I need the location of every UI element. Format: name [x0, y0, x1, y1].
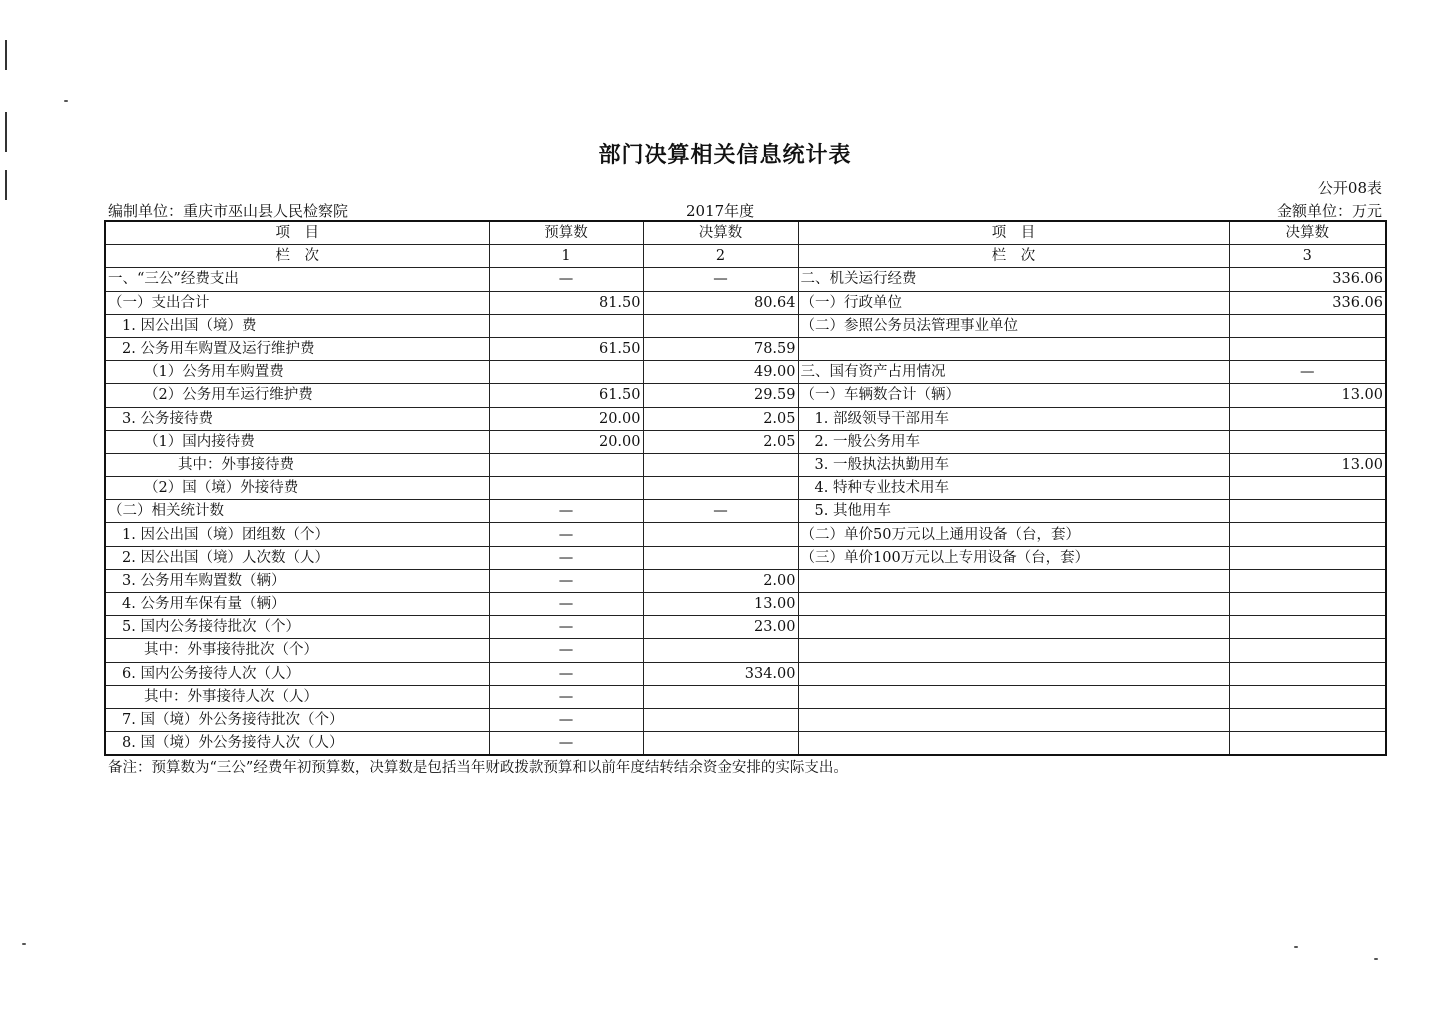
- row-final-cell: 13.00: [643, 593, 798, 616]
- row-final-cell: 23.00: [643, 616, 798, 639]
- row-budget-cell: 61.50: [489, 337, 643, 360]
- row-final-cell: [643, 453, 798, 476]
- row-item-cell: 3. 公务接待费: [105, 407, 489, 430]
- table-row: [105, 639, 1386, 662]
- table-row: [105, 430, 1386, 453]
- row-final-cell: 2.05: [643, 430, 798, 453]
- row-right-item-cell: （一）行政单位: [798, 291, 1229, 314]
- row-right-item-cell: （二）参照公务员法管理事业单位: [798, 314, 1229, 337]
- row-right-item-cell: [798, 593, 1229, 616]
- statistics-table: [104, 220, 1387, 756]
- header-final-right: 决算数: [1229, 221, 1386, 245]
- row-right-value-cell: [1229, 708, 1386, 731]
- row-right-item-cell: [798, 569, 1229, 592]
- row-item-cell: 2. 公务用车购置及运行维护费: [105, 337, 489, 360]
- row-right-value-cell: 336.06: [1229, 268, 1386, 291]
- row-right-value-cell: 13.00: [1229, 453, 1386, 476]
- scan-speck: [22, 943, 26, 945]
- col-2: 2: [643, 245, 798, 268]
- row-final-cell: 80.64: [643, 291, 798, 314]
- row-item-cell: 4. 公务用车保有量（辆）: [105, 593, 489, 616]
- row-budget-cell: [489, 314, 643, 337]
- row-right-value-cell: 336.06: [1229, 291, 1386, 314]
- table-row: [105, 593, 1386, 616]
- col-1: 1: [489, 245, 643, 268]
- row-right-item-cell: 5. 其他用车: [798, 500, 1229, 523]
- row-final-cell: 29.59: [643, 384, 798, 407]
- scan-margin-mark: [5, 170, 7, 200]
- row-item-cell: 6. 国内公务接待人次（人）: [105, 662, 489, 685]
- row-final-cell: [643, 732, 798, 756]
- table-row: [105, 500, 1386, 523]
- row-budget-cell: —: [489, 662, 643, 685]
- row-final-cell: [643, 639, 798, 662]
- col-label-right: 栏 次: [798, 245, 1229, 268]
- row-item-cell: （二）相关统计数: [105, 500, 489, 523]
- row-right-item-cell: [798, 337, 1229, 360]
- row-right-item-cell: 1. 部级领导干部用车: [798, 407, 1229, 430]
- column-number-row: [105, 245, 1386, 268]
- scan-margin-mark: [5, 40, 7, 70]
- row-final-cell: 49.00: [643, 361, 798, 384]
- row-budget-cell: —: [489, 593, 643, 616]
- table-row: [105, 732, 1386, 756]
- row-right-value-cell: [1229, 569, 1386, 592]
- table-row: [105, 569, 1386, 592]
- row-item-cell: （1）公务用车购置费: [105, 361, 489, 384]
- table-row: [105, 337, 1386, 360]
- row-right-value-cell: [1229, 314, 1386, 337]
- row-right-item-cell: [798, 662, 1229, 685]
- page-title: 部门决算相关信息统计表: [598, 143, 852, 168]
- row-budget-cell: —: [489, 268, 643, 291]
- row-budget-cell: [489, 361, 643, 384]
- row-budget-cell: 61.50: [489, 384, 643, 407]
- row-final-cell: 78.59: [643, 337, 798, 360]
- row-budget-cell: [489, 477, 643, 500]
- row-budget-cell: —: [489, 546, 643, 569]
- row-item-cell: 3. 公务用车购置数（辆）: [105, 569, 489, 592]
- row-final-cell: —: [643, 268, 798, 291]
- row-right-item-cell: （二）单价50万元以上通用设备（台，套）: [798, 523, 1229, 546]
- header-budget: 预算数: [489, 221, 643, 245]
- fiscal-year: 2017年度: [686, 202, 755, 220]
- table-row: [105, 477, 1386, 500]
- row-item-cell: 7. 国（境）外公务接待批次（个）: [105, 708, 489, 731]
- col-3: 3: [1229, 245, 1386, 268]
- row-final-cell: [643, 523, 798, 546]
- col-label: 栏 次: [105, 245, 489, 268]
- scan-speck: [1374, 958, 1378, 960]
- row-budget-cell: —: [489, 500, 643, 523]
- row-final-cell: 2.05: [643, 407, 798, 430]
- row-item-cell: （2）公务用车运行维护费: [105, 384, 489, 407]
- row-item-cell: 2. 因公出国（境）人次数（人）: [105, 546, 489, 569]
- row-item-cell: （2）国（境）外接待费: [105, 477, 489, 500]
- row-final-cell: [643, 314, 798, 337]
- compiling-unit: 编制单位：重庆市巫山县人民检察院: [108, 202, 349, 220]
- row-budget-cell: 20.00: [489, 430, 643, 453]
- row-item-cell: 其中：外事接待费: [105, 453, 489, 476]
- row-budget-cell: 81.50: [489, 291, 643, 314]
- footnote: 备注：预算数为“三公”经费年初预算数，决算数是包括当年财政拨款预算和以前年度结转结余资金安排的实际支出。: [108, 760, 848, 776]
- table-row: [105, 616, 1386, 639]
- row-right-item-cell: 三、国有资产占用情况: [798, 361, 1229, 384]
- row-right-item-cell: [798, 685, 1229, 708]
- row-budget-cell: —: [489, 523, 643, 546]
- table-row: [105, 662, 1386, 685]
- table-header-row: [105, 221, 1386, 245]
- row-right-item-cell: [798, 616, 1229, 639]
- row-item-cell: 1. 因公出国（境）团组数（个）: [105, 523, 489, 546]
- row-final-cell: 2.00: [643, 569, 798, 592]
- form-code: 公开08表: [1317, 179, 1382, 197]
- row-final-cell: 334.00: [643, 662, 798, 685]
- table-row: [105, 407, 1386, 430]
- header-final: 决算数: [643, 221, 798, 245]
- header-item-right: 项 目: [798, 221, 1229, 245]
- table-row: [105, 546, 1386, 569]
- row-right-value-cell: [1229, 337, 1386, 360]
- row-final-cell: [643, 685, 798, 708]
- row-right-item-cell: （一）车辆数合计（辆）: [798, 384, 1229, 407]
- row-item-cell: 1. 因公出国（境）费: [105, 314, 489, 337]
- header-item: 项 目: [105, 221, 489, 245]
- scan-speck: [64, 100, 68, 102]
- row-right-value-cell: 13.00: [1229, 384, 1386, 407]
- row-right-item-cell: 4. 特种专业技术用车: [798, 477, 1229, 500]
- row-right-item-cell: （三）单价100万元以上专用设备（台，套）: [798, 546, 1229, 569]
- row-item-cell: （一）支出合计: [105, 291, 489, 314]
- row-right-item-cell: [798, 708, 1229, 731]
- row-right-item-cell: [798, 732, 1229, 756]
- row-right-value-cell: [1229, 662, 1386, 685]
- row-budget-cell: —: [489, 616, 643, 639]
- row-right-item-cell: 3. 一般执法执勤用车: [798, 453, 1229, 476]
- row-budget-cell: —: [489, 685, 643, 708]
- scan-speck: [1294, 946, 1298, 948]
- row-right-value-cell: [1229, 523, 1386, 546]
- table-row: [105, 361, 1386, 384]
- row-right-item-cell: 二、机关运行经费: [798, 268, 1229, 291]
- row-final-cell: [643, 477, 798, 500]
- row-right-value-cell: —: [1229, 361, 1386, 384]
- row-budget-cell: —: [489, 639, 643, 662]
- table-row: [105, 453, 1386, 476]
- row-budget-cell: [489, 453, 643, 476]
- row-right-item-cell: 2. 一般公务用车: [798, 430, 1229, 453]
- table-row: [105, 523, 1386, 546]
- row-final-cell: —: [643, 500, 798, 523]
- row-right-value-cell: [1229, 616, 1386, 639]
- row-right-value-cell: [1229, 732, 1386, 756]
- row-item-cell: 一、“三公”经费支出: [105, 268, 489, 291]
- row-right-value-cell: [1229, 407, 1386, 430]
- row-item-cell: 8. 国（境）外公务接待人次（人）: [105, 732, 489, 756]
- row-right-item-cell: [798, 639, 1229, 662]
- row-right-value-cell: [1229, 477, 1386, 500]
- row-item-cell: 其中：外事接待批次（个）: [105, 639, 489, 662]
- table-row: [105, 708, 1386, 731]
- row-item-cell: 5. 国内公务接待批次（个）: [105, 616, 489, 639]
- table-row: [105, 685, 1386, 708]
- row-right-value-cell: [1229, 685, 1386, 708]
- row-final-cell: [643, 546, 798, 569]
- row-budget-cell: 20.00: [489, 407, 643, 430]
- row-right-value-cell: [1229, 500, 1386, 523]
- row-item-cell: 其中：外事接待人次（人）: [105, 685, 489, 708]
- table-row: [105, 268, 1386, 291]
- row-final-cell: [643, 708, 798, 731]
- table-row: [105, 291, 1386, 314]
- row-budget-cell: —: [489, 569, 643, 592]
- row-right-value-cell: [1229, 593, 1386, 616]
- row-item-cell: （1）国内接待费: [105, 430, 489, 453]
- amount-unit: 金额单位：万元: [1276, 202, 1382, 220]
- table-row: [105, 314, 1386, 337]
- row-right-value-cell: [1229, 639, 1386, 662]
- row-budget-cell: —: [489, 732, 643, 756]
- row-budget-cell: —: [489, 708, 643, 731]
- row-right-value-cell: [1229, 546, 1386, 569]
- table-row: [105, 384, 1386, 407]
- row-right-value-cell: [1229, 430, 1386, 453]
